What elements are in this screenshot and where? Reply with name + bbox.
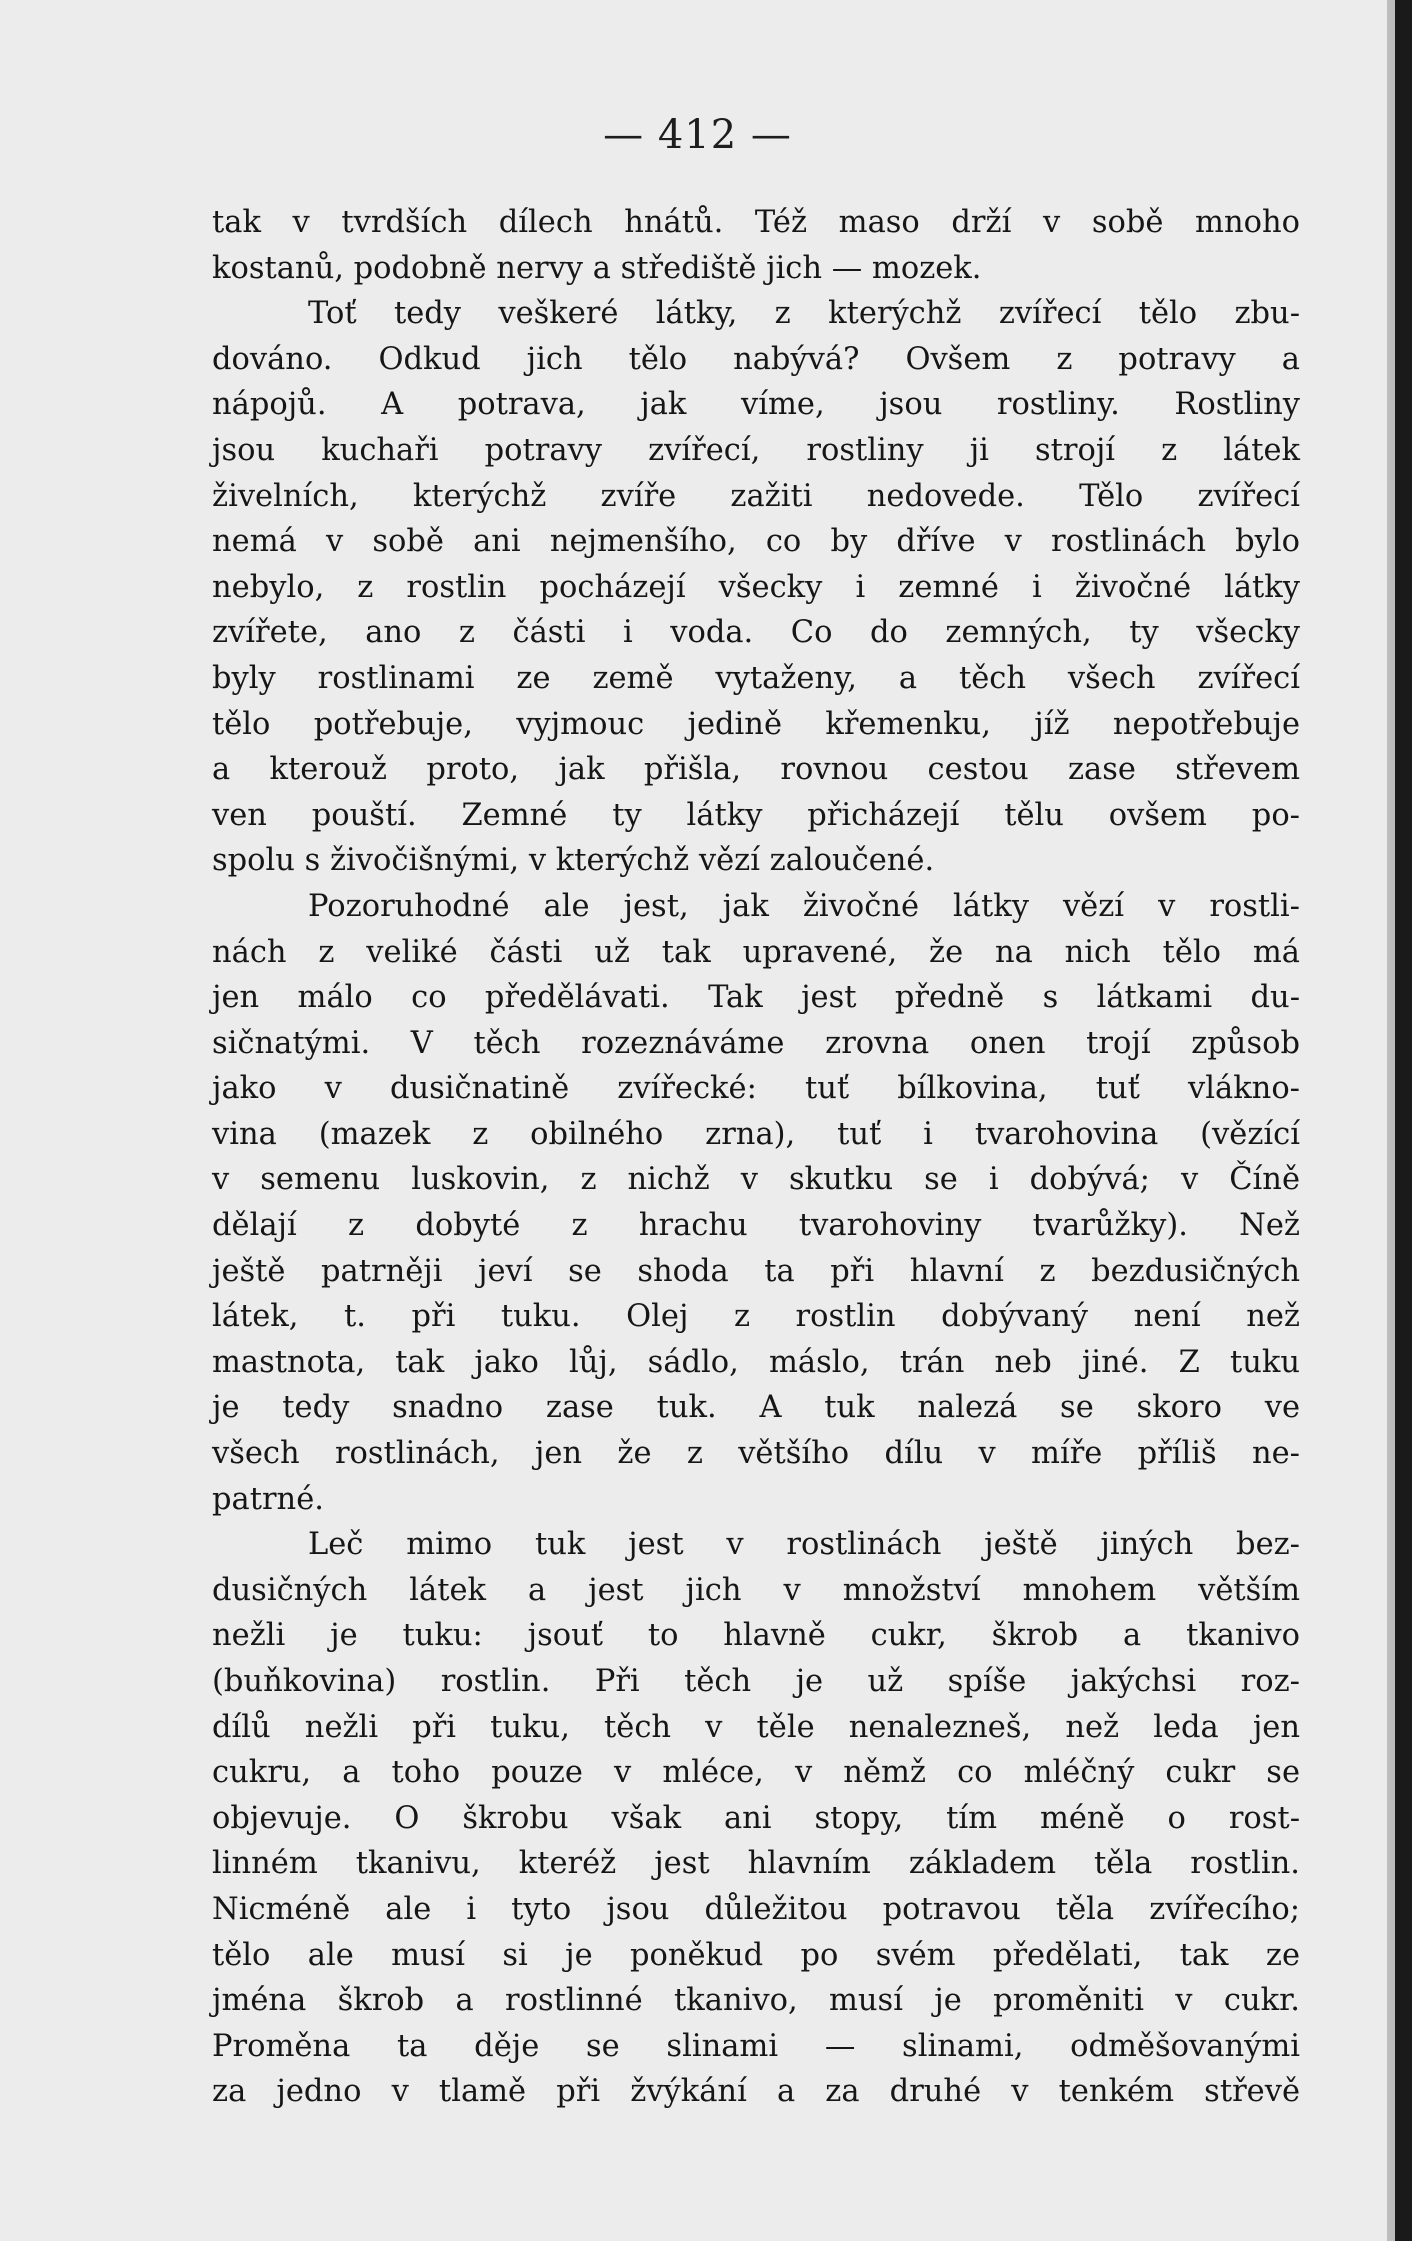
text-line: Toť tedy veškeré látky, z kterýchž zvířecí tělo zbu- — [308, 296, 1300, 332]
text-line: objevuje. O škrobu však ani stopy, tím méně o rost- — [212, 1800, 1300, 1836]
text-line: tělo ale musí si je poněkud po svém předělati, tak ze — [212, 1937, 1300, 1973]
text-line: ještě patrněji jeví se shoda ta při hlavní z bezdusičných — [212, 1253, 1300, 1289]
text-line: je tedy snadno zase tuk. A tuk nalezá se skoro ve — [212, 1390, 1300, 1426]
text-line: mastnota, tak jako lůj, sádlo, máslo, trán neb jiné. Z tuku — [212, 1344, 1300, 1380]
text-line: byly rostlinami ze země vytaženy, a těch všech zvířecí — [212, 660, 1300, 696]
text-line: jen málo co předělávati. Tak jest předně s látkami du- — [212, 980, 1300, 1016]
text-line: Pozoruhodné ale jest, jak živočné látky vězí v rostli- — [308, 888, 1300, 924]
text-line: spolu s živočišnými, v kterýchž vězí zaloučené. — [212, 843, 935, 879]
text-line: dusičných látek a jest jich v množství mnohem větším — [212, 1572, 1300, 1608]
text-line: látek, t. při tuku. Olej z rostlin dobývaný není než — [212, 1299, 1300, 1335]
text-line: (buňkovina) rostlin. Při těch je už spíše jakýchsi roz- — [212, 1664, 1300, 1699]
text-line: tak v tvrdších dílech hnátů. Též maso drží v sobě mnoho — [212, 205, 1300, 240]
text-line: dělají z dobyté z hrachu tvarohoviny tvarůžky). Než — [212, 1208, 1300, 1244]
text-line: Nicméně ale i tyto jsou důležitou potravou těla zvířecího; — [212, 1891, 1300, 1927]
text-line: Leč mimo tuk jest v rostlinách ještě jiných bez- — [308, 1527, 1300, 1563]
page-edge-shadow — [1387, 0, 1395, 2241]
text-line: ven pouští. Zemné ty látky přicházejí tělu ovšem po- — [212, 797, 1300, 833]
text-line: dílů nežli při tuku, těch v těle nenalezneš, než leda jen — [212, 1709, 1300, 1745]
text-line: a kterouž proto, jak přišla, rovnou cestou zase střevem — [212, 752, 1300, 788]
text-line: nebylo, z rostlin pocházejí všecky i zemné i živočné látky — [212, 569, 1300, 605]
text-line: nemá v sobě ani nejmenšího, co by dříve v rostlinách bylo — [212, 524, 1300, 560]
text-line: tělo potřebuje, vyjmouc jedině křemenku, jíž nepotřebuje — [212, 706, 1300, 742]
page-text — [212, 200, 1300, 2115]
text-line: nách z veliké části už tak upravené, že na nich tělo má — [212, 934, 1300, 970]
page-number: — 412 — — [603, 112, 792, 158]
text-line: nežli je tuku: jsouť to hlavně cukr, škrob a tkanivo — [212, 1618, 1300, 1654]
text-line: všech rostlinách, jen že z většího dílu v míře příliš ne- — [212, 1436, 1300, 1472]
text-line: vina (mazek z obilného zrna), tuť i tvarohovina (vězící — [212, 1116, 1300, 1152]
text-line: živelních, kterýchž zvíře zažiti nedovede. Tělo zvířecí — [212, 478, 1300, 514]
text-line: jsou kuchaři potravy zvířecí, rostliny ji strojí z látek — [212, 432, 1300, 468]
text-line: Proměna ta děje se slinami — slinami, odměšovanými — [212, 2028, 1300, 2064]
text-line: nápojů. A potrava, jak víme, jsou rostliny. Rostliny — [212, 387, 1300, 423]
text-line: jména škrob a rostlinné tkanivo, musí je proměniti v cukr. — [212, 1983, 1300, 2019]
text-line: kostanů, podobně nervy a střediště jich — mozek. — [212, 250, 982, 286]
text-line: jako v dusičnatině zvířecké: tuť bílkovina, tuť vláknο- — [212, 1071, 1300, 1107]
text-line: dováno. Odkud jich tělo nabývá? Ovšem z potravy a — [212, 341, 1300, 377]
text-line: cukru, a toho pouze v mléce, v němž co mléčný cukr se — [212, 1755, 1300, 1791]
text-line: zvířete, ano z části i voda. Co do zemných, ty všecky — [212, 615, 1300, 651]
text-line: za jedno v tlamě při žvýkání a za druhé v tenkém střevě — [212, 2074, 1300, 2110]
page-edge — [1395, 0, 1412, 2241]
text-line: sičnatými. V těch rozeznáváme zrovna onen trojí způsob — [212, 1025, 1300, 1061]
text-line: patrné. — [212, 1481, 324, 1517]
text-line: v semenu luskovin, z nichž v skutku se i dobývá; v Číně — [212, 1162, 1300, 1198]
text-line: linném tkanivu, kteréž jest hlavním základem těla rostlin. — [212, 1846, 1300, 1882]
